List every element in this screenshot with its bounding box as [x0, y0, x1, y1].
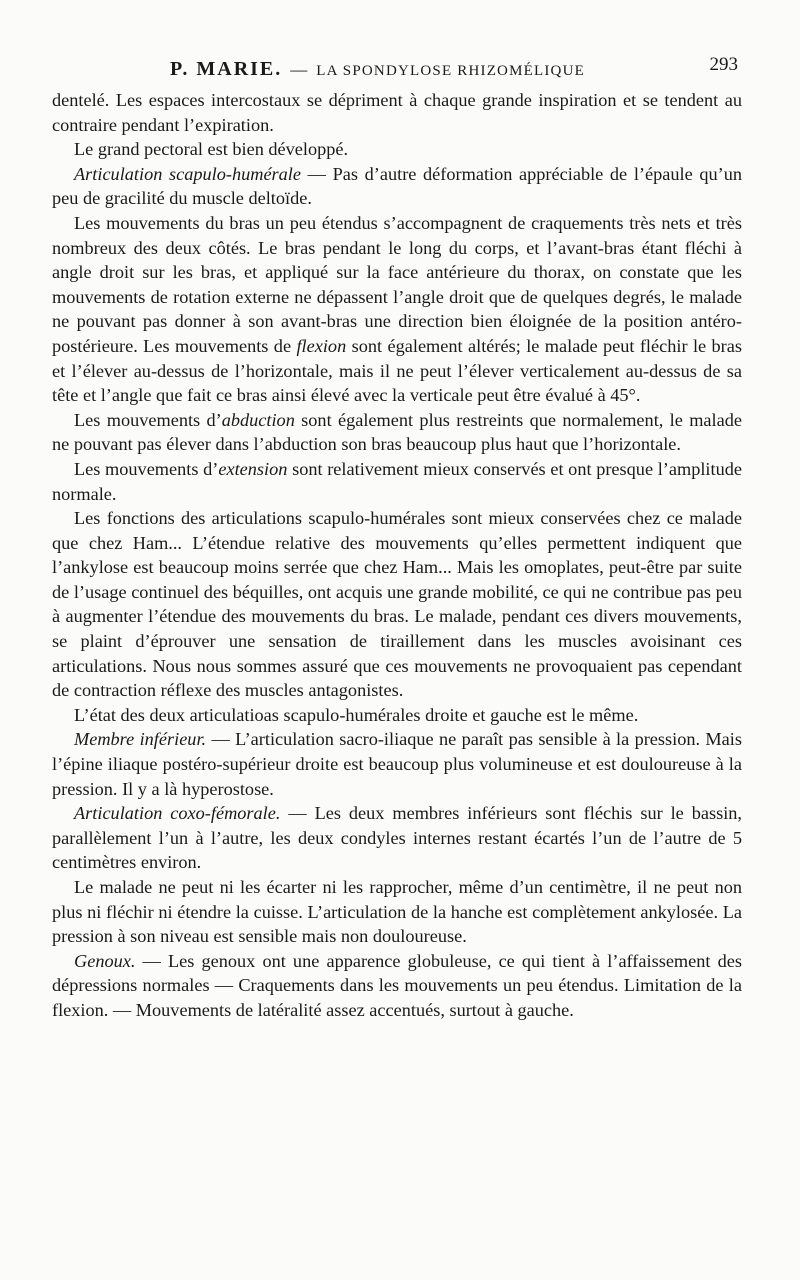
paragraph — [52, 949, 742, 1023]
italic-heading: Articulation scapulo-humérale — [74, 163, 302, 184]
paragraph — [52, 211, 742, 408]
body-text — [52, 88, 742, 1023]
italic-heading: Genoux. — [74, 950, 136, 971]
text-run: — Les deux membres inférieurs sont fléchis sur le bassin, parallèlement l’un à l’autre, les deux condyles internes restant écartés l’un de l’autre de 5 centimètres environ. — [52, 803, 742, 873]
italic-heading: Membre inférieur. — [74, 729, 207, 750]
paragraph — [52, 727, 742, 801]
paragraph — [52, 703, 742, 728]
running-header — [52, 52, 738, 82]
text-run: L’état des deux articulatioas scapulo-humérales droite et gauche est le même. — [74, 704, 639, 725]
header-author: P. MARIE. — [170, 58, 283, 80]
paragraph — [52, 162, 742, 211]
text-run: sont également altérés; le malade peut fléchir le bras et l’élever au-dessus de l’horizontale, mais il ne peut l’élever verticalement au-dessus de sa tête et l’angle que fait ce bras ainsi élevé avec la verticale peut être évalué à 45°. — [52, 335, 743, 406]
paragraph — [52, 88, 742, 137]
text-run: Le malade ne peut ni les écarter ni les rapprocher, même d’un centimètre, il ne peut non plus ni fléchir ni étendre la cuisse. L’articulation de la hanche est complètement ankylosée. La pression à son niveau est sensible mais non douloureuse. — [52, 877, 742, 947]
paragraph — [52, 408, 742, 457]
paragraph — [52, 875, 742, 949]
paragraph — [52, 137, 742, 162]
header-title: LA SPONDYLOSE RHIZOMÉLIQUE — [316, 63, 585, 79]
running-head — [170, 58, 585, 81]
text-run: Le grand pectoral est bien développé. — [74, 139, 349, 160]
italic-heading: abduction — [221, 409, 295, 430]
text-run: Les fonctions des articulations scapulo-humérales sont mieux conservées chez ce malade que chez Ham... L’étendue relative des mouvements qu’elles permettent indiquent que l’ankylose est beaucoup moins serrée que chez Ham... Mais les omoplates, peut-être par suite de l’usage continuel des béquilles, ont acquis une grande mobilité, ce qui ne contribue pas peu à augmenter l’étendue des mouvements du bras. Le malade, pendant ces divers mouvements, se plaint d’éprouver une sensation de tiraillement dans les muscles avoisinant ces articulations. Nous nous sommes assuré que ces mouvements ne provoquaient pas cependant de contraction réflexe des muscles antagonistes. — [52, 508, 742, 701]
text-run: sont relativement mieux conservés et ont presque l’amplitude normale. — [52, 458, 742, 504]
paragraph — [52, 506, 742, 703]
text-run: — Les genoux ont une apparence globuleuse, ce qui tient à l’affaissement des dépressions normales — Craquements dans les mouvements un peu étendus. Limitation de la flexion. — Mouvements de latéralité assez accentués, surtout à gauche. — [52, 950, 742, 1020]
paragraph — [52, 801, 742, 875]
page-number: 293 — [709, 54, 738, 75]
text-run: Les mouvements d’ — [74, 409, 222, 430]
text-run: sont également plus restreints que normalement, le malade ne pouvant pas élever dans l’abduction son bras beaucoup plus haut que l’horizontale. — [52, 409, 742, 455]
italic-heading: Articulation coxo-fémorale. — [74, 803, 281, 824]
italic-heading: extension — [218, 458, 288, 479]
header-separator: — — [290, 60, 309, 79]
text-run: — Pas d’autre déformation appréciable de l’épaule qu’un peu de gracilité du muscle deltoïde. — [52, 163, 742, 209]
text-run: Les mouvements du bras un peu étendus s’accompagnent de craquements très nets et très nombreux des deux côtés. Le bras pendant le long du corps, et l’avant-bras étant fléchi à angle droit sur les bras, et appliqué sur la face antérieure du thorax, on constate que les mouvements de rotation externe ne dépassent l’angle droit que de quelques degrés, le malade ne pouvant pas donner à son avant-bras une direction bien éloignée de la position antéro-postérieure. Les mouvements de — [52, 212, 742, 356]
text-run: dentelé. Les espaces intercostaux se dépriment à chaque grande inspiration et se tendent au contraire pendant l’expiration. — [52, 90, 742, 135]
text-run: — L’articulation sacro-iliaque ne paraît pas sensible à la pression. Mais l’épine iliaque postéro-supérieur droite est beaucoup plus volumineuse et est douloureuse à la pression. Il y a là hyperostose. — [52, 729, 742, 799]
paragraph — [52, 457, 742, 506]
text-run: Les mouvements d’ — [74, 458, 219, 479]
italic-heading: flexion — [296, 335, 347, 356]
